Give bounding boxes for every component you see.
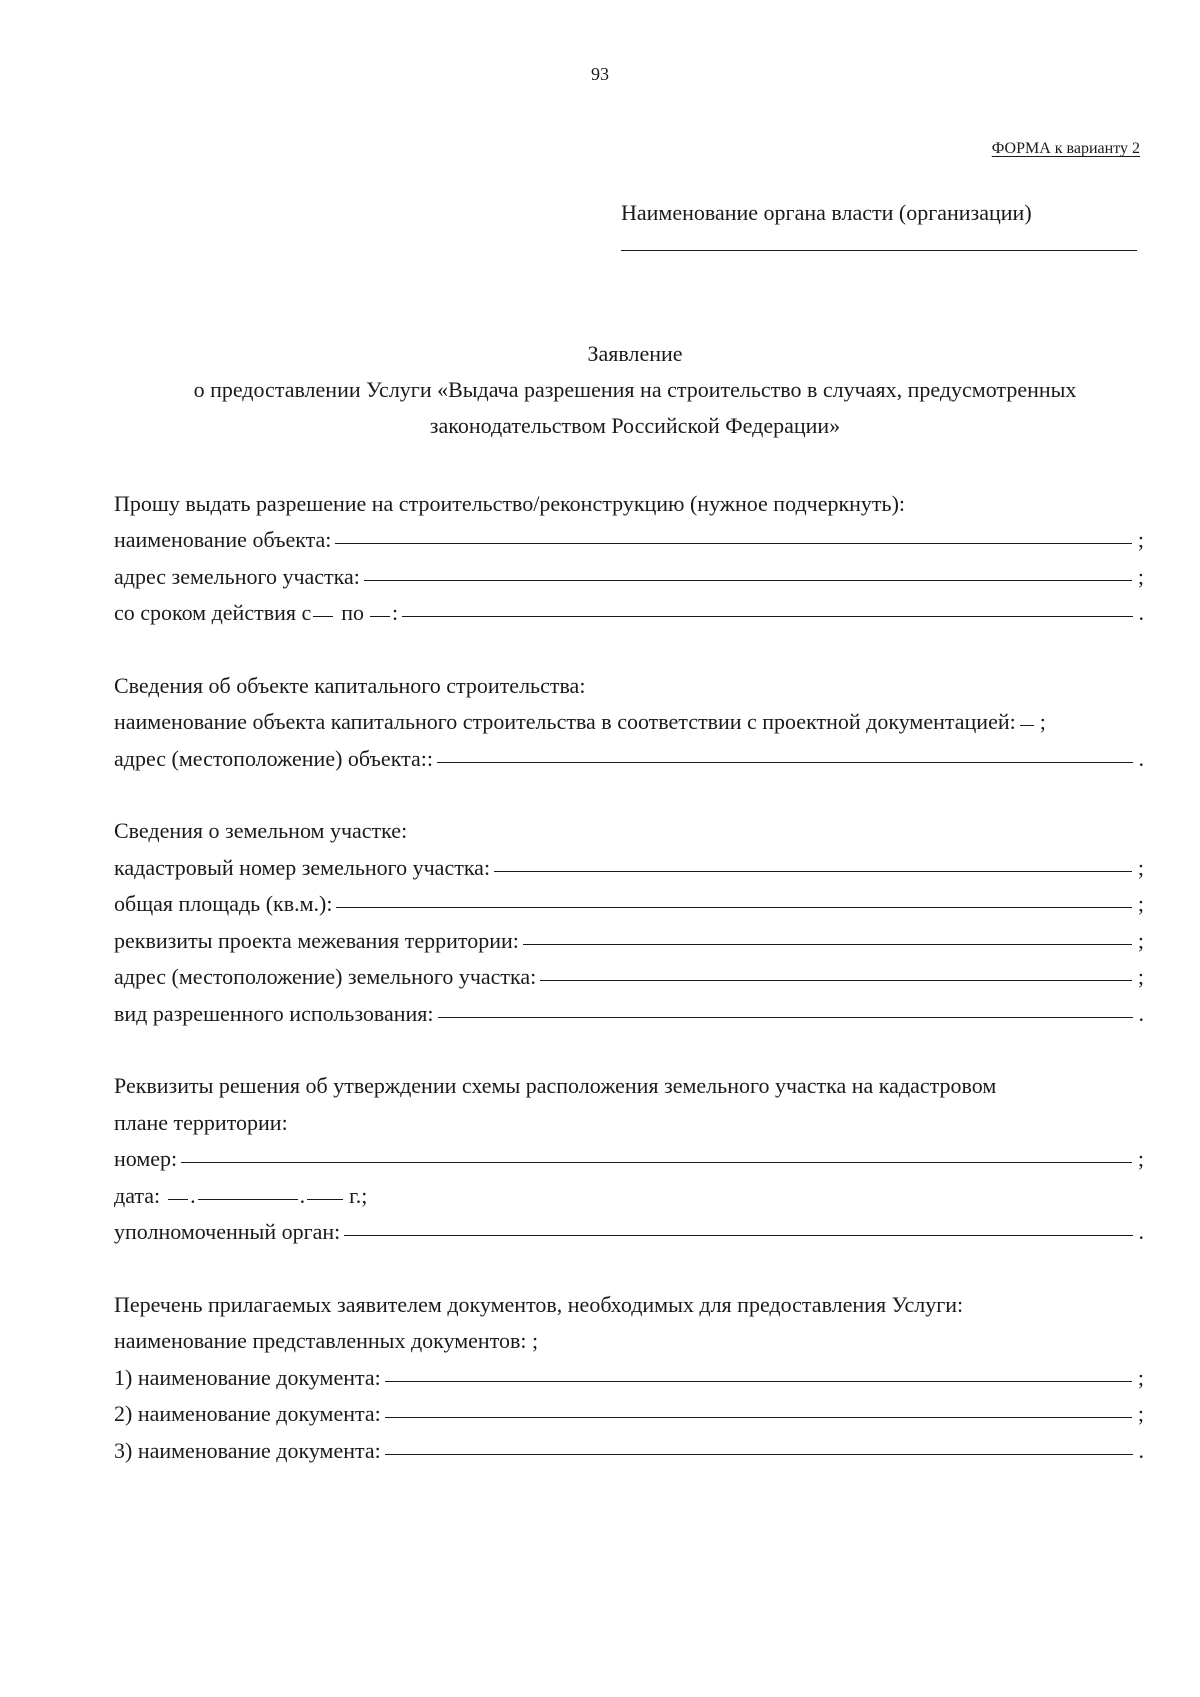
survey-project-label: реквизиты проекта межевания территории: [114,927,519,953]
document-2-row [114,1391,1144,1428]
document-2-label: 2) наименование документа: [114,1401,381,1426]
scheme-heading-line-1 [114,1063,1144,1100]
land-address-row [114,553,1144,590]
document-3-end: . [1138,1437,1144,1463]
capital-object-name-field[interactable] [1020,725,1034,726]
scheme-date-dot-2: . [299,1182,306,1208]
capital-object-address-label: адрес (местоположение) объекта:: [114,745,433,771]
capital-object-name-label: наименование объекта капитального строительства в соответствии с проектной документацией: [114,709,1016,734]
documents-list-label-row [114,1318,1144,1355]
object-name-field[interactable] [335,543,1131,544]
scheme-authority-label: уполномоченный орган: [114,1219,341,1244]
term-end: . [1138,600,1144,625]
term-mid-label: по [341,600,365,625]
capital-object-name-end: ; [1039,709,1046,734]
scheme-number-label: номер: [114,1146,178,1171]
term-colon: : [392,600,399,625]
capital-object-address-row [114,735,1144,772]
land-plot-address-field[interactable] [540,980,1132,981]
scheme-authority-field[interactable] [344,1235,1132,1236]
land-plot-heading [114,808,1144,845]
scheme-date-year-field[interactable] [307,1198,343,1200]
documents-heading-text: Перечень прилагаемых заявителем документов, необходимых для предоставления Услуги: [114,1291,964,1317]
documents-heading [114,1281,1144,1318]
object-name-end: ; [1137,527,1144,552]
document-1-field[interactable] [385,1381,1132,1382]
term-from-field[interactable] [313,615,333,617]
land-address-field[interactable] [364,580,1132,581]
permitted-use-end: . [1138,1000,1144,1026]
capital-object-heading-text: Сведения об объекте капитального строительства: [114,672,586,698]
cadastral-number-label: кадастровый номер земельного участка: [114,854,491,880]
capital-object-name-row [114,699,1144,736]
object-name-label: наименование объекта: [114,527,332,552]
scheme-heading-line-2 [114,1099,1144,1136]
scheme-date-row [114,1172,1144,1209]
area-row [114,881,1144,918]
scheme-authority-end: . [1138,1219,1144,1244]
area-end: ; [1137,891,1144,916]
scheme-heading-text-1: Реквизиты решения об утверждении схемы расположения земельного участка на кадастровом [114,1073,997,1098]
application-title [100,336,1170,444]
area-field[interactable] [336,907,1131,908]
page-number: 93 [591,64,609,84]
authority-name-field[interactable] [621,250,1137,251]
title-line-2: о предоставлении Услуги «Выдача разрешения на строительство в случаях, предусмотренных [193,377,1077,402]
scheme-authority-row [114,1209,1144,1246]
form-variant-label: ФОРМА к варианту 2 [991,140,1140,157]
term-row [114,590,1144,627]
survey-project-field[interactable] [523,944,1132,945]
land-plot-address-label: адрес (местоположение) земельного участка: [114,964,537,989]
land-address-end: ; [1137,563,1144,589]
scheme-date-month-field[interactable] [198,1198,298,1200]
title-line-1: Заявление [587,341,683,366]
capital-object-address-field[interactable] [437,762,1133,763]
scheme-number-field[interactable] [181,1162,1132,1163]
term-prefix-label: со сроком действия с [114,600,312,625]
scheme-heading-text-2: плане территории: [114,1109,288,1135]
document-1-row [114,1354,1144,1391]
scheme-date-day-field[interactable] [168,1198,188,1200]
scheme-date-dot-1: . [190,1182,196,1208]
term-to-field[interactable] [370,615,390,617]
land-plot-heading-text: Сведения о земельном участке: [114,818,408,843]
request-heading-text: Прошу выдать разрешение на строительство/реконструкцию (нужное подчеркнуть): [114,490,906,516]
title-line-3: законодательством Российской Федерации» [429,413,841,438]
document-1-end: ; [1137,1364,1144,1390]
permitted-use-field[interactable] [438,1017,1133,1018]
cadastral-number-row [114,844,1144,881]
permitted-use-label: вид разрешенного использования: [114,1000,434,1026]
scheme-number-row [114,1136,1144,1173]
land-plot-address-end: ; [1137,964,1144,989]
scheme-number-end: ; [1137,1146,1144,1171]
document-3-label: 3) наименование документа: [114,1437,381,1463]
permitted-use-row [114,990,1144,1027]
document-1-label: 1) наименование документа: [114,1364,381,1390]
authority-name-label: Наименование органа власти (организации) [621,200,1032,225]
document-3-field[interactable] [385,1454,1133,1455]
area-label: общая площадь (кв.м.): [114,891,333,916]
document-3-row [114,1427,1144,1464]
survey-project-row [114,917,1144,954]
land-plot-address-row [114,954,1144,991]
document-2-end: ; [1137,1401,1144,1426]
capital-object-address-end: . [1138,745,1144,771]
document-2-field[interactable] [385,1417,1132,1418]
scheme-date-label: дата: [114,1182,161,1208]
cadastral-number-field[interactable] [494,871,1132,872]
capital-object-heading [114,662,1144,699]
object-name-row [114,517,1144,554]
scheme-date-year-suffix: г.; [349,1182,368,1208]
survey-project-end: ; [1137,927,1144,953]
documents-list-label: наименование представленных документов: ; [114,1328,539,1353]
request-heading [114,480,1144,517]
cadastral-number-end: ; [1137,854,1144,880]
application-body [114,480,1144,1464]
term-details-field[interactable] [402,616,1132,617]
land-address-label: адрес земельного участка: [114,563,360,589]
